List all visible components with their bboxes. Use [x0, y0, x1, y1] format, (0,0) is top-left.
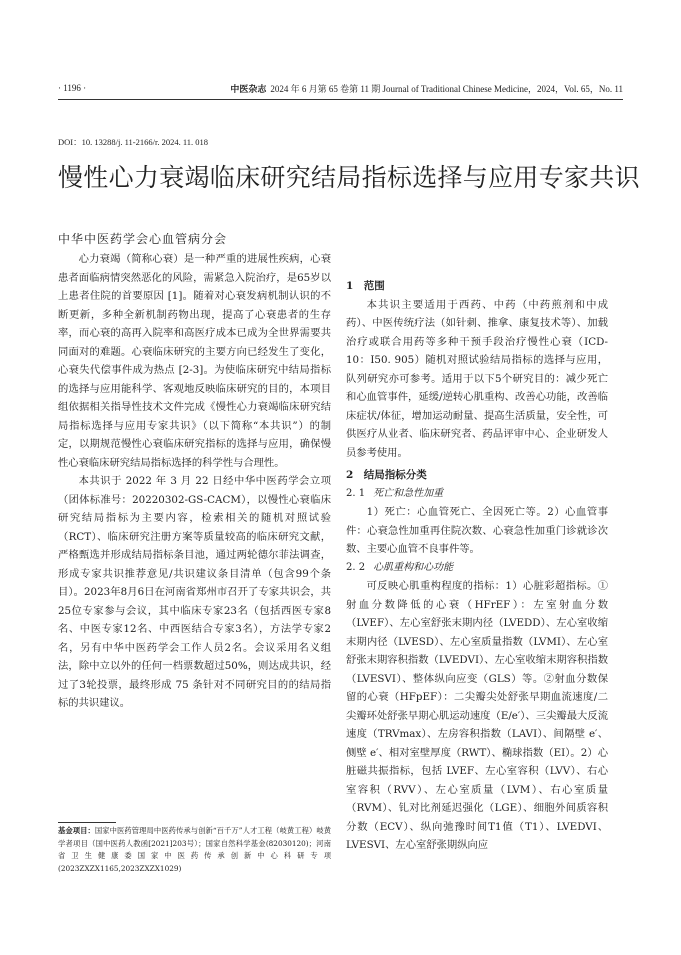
intro-paragraph-1: 心力衰竭（简称心衰）是一种严重的进展性疾病，心衰患者面临病情突然恶化的风险，需紧急入院治疗，是65岁以上患者住院的首要原因 [1]。随着对心衰发病机制认识的不断更新，多种全新机制药物出现，提高了心衰患者的生存率，而心衰的高再入院率和高医疗成本已成为全世界需要共同面对的难题。心衰临床研究的主要方向已经发生了变化，心衰失代偿事件成为热点 [2-3]。为使临床研究中结局指标的选择与应用能科学、客观地反映临床研究的目的，本项目组依据相关指导性技术文件完成《慢性心力衰竭临床研究结局指标选择与应用专家共识》（以下简称“本共识”）的制定，以期规范慢性心衰临床研究指标的选择与应用，确保慢性心衰临床研究结局指标选择的科学性与合理性。: [58, 253, 331, 469]
subsection-2-2-title: 心肌重构和心功能: [373, 561, 454, 573]
subsection-2-2-heading: [346, 559, 608, 578]
doi: DOI：10. 13288/j. 11-2166/r. 2024. 11. 018: [58, 137, 209, 147]
subsection-2-2-number: 2. 2: [346, 561, 366, 573]
running-header: [58, 80, 623, 96]
funding-label: 基金项目：: [58, 826, 95, 835]
author: 中华中医药学会心血管病分会: [58, 232, 228, 246]
footnote-rule: [58, 822, 116, 823]
section-1-heading: 1 范围: [346, 280, 385, 292]
subsection-2-2-text: 可反映心肌重构程度的指标：1）心脏彩超指标。①射血分数降低的心衰（HFrEF）：左室射血分数（LVEF）、左心室舒张末期内径（LVEDD）、左心室收缩末期内径（LVESD）、左心室质量指数（LVMI）、左心室舒张末期容积指数（LVEDVI）、左心室收缩末期容积指数（LVESVI）、整体纵向应变（GLS）等。②射血分数保留的心衰（HFpEF）：二尖瓣尖处舒张早期血流速度/二尖瓣环处舒张早期心肌运动速度（E/e′）、三尖瓣最大反流速度（TRVmax）、左房容积指数（LAVI）、间隔壁 e′、侧壁 e′、相对室壁厚度（RWT）、椭球指数（EI）。2）心脏磁共振指标，包括 LVEF、左心室容积（LVV）、右心室容积（RVV）、左心室质量（LVM）、右心室质量（RVM）、钆对比剂延迟强化（LGE）、细胞外间质容积分数（ECV）、纵向弛豫时间T1值（T1）、LVEDVI、LVESVI、左心室舒张期纵向应: [346, 580, 608, 851]
subsection-2-1-heading: [346, 485, 608, 504]
subsection-2-1-text: 1）死亡：心血管死亡、全因死亡等。2）心血管事件：心衰急性加重再住院次数、心衰急性加重门诊就诊次数、主要心血管不良事件等。: [346, 506, 608, 555]
right-column: [346, 277, 608, 855]
section-1-text: 本共识主要适用于西药、中药（中药煎剂和中成药）、中医传统疗法（如针刺、推拿、康复技术等）、加载治疗或联合用药等多种干预手段治疗慢性心衰（ICD-10：I50. 905）随机对照试验结局指标的选择与应用，队列研究亦可参考。适用于以下5个研究目的：减少死亡和心血管事件，延缓/逆转心肌重构、改善心功能，改善临床症状/体征，增加运动耐量、提高生活质量，安全性，可供医疗从业者、临床研究者、药品评审中心、企业研发人员参考使用。: [346, 298, 608, 459]
subsection-2-1-number: 2. 1: [346, 487, 366, 499]
intro-paragraph-2: 本共识于 2022 年 3 月 22 日经中华中医药学会立项（团体标准号：20220302-GS-CACM），以慢性心衰临床研究结局指标为主要内容，检索相关的随机对照试验（RCT）、临床研究注册方案等质量较高的临床研究文献，严格甄选并形成结局指标条目池，通过两轮德尔菲法调查，形成专家共识推荐意见/共识建议条目清单（包含99个条目）。2023年8月6日在河南省郑州市召开了专家共识会，共25位专家参与会议，其中临床专家23名（包括西医专家8名、中医专家12名、中西医结合专家3名），方法学专家2名，另有中华中医药学会工作人员2名。会议采用名义组法，除中立以外的任何一档票数超过50%，则达成共识，经过了3轮投票，最终形成 75 条针对不同研究目的的结局指标的共识建议。: [58, 475, 331, 709]
journal-info: 2024 年 6 月第 65 卷第 11 期 Journal of Traditional Chinese Medicine，2024，Vol. 65，No. 11: [270, 83, 623, 94]
funding-text: 国家中医药管理局中医药传承与创新“百千万”人才工程（岐黄工程）岐黄学者项目（国中医药人教函[2021]203号）；国家自然科学基金(82030120)；河南省卫生健康委国家中医药传承创新中心科研专项(2023ZXZX1165,2023ZXZX1029): [58, 826, 331, 873]
page-number: · 1196 ·: [58, 83, 87, 93]
subsection-2-1-title: 死亡和急性加重: [373, 487, 444, 499]
section-2-heading: 2 结局指标分类: [346, 469, 427, 481]
header-rule: [58, 99, 623, 100]
left-column: [58, 250, 331, 713]
journal-line: [230, 82, 623, 95]
journal-name: 中医杂志: [230, 83, 267, 94]
funding-note: [58, 825, 331, 875]
article-title: 慢性心力衰竭临床研究结局指标选择与应用专家共识: [58, 163, 640, 192]
